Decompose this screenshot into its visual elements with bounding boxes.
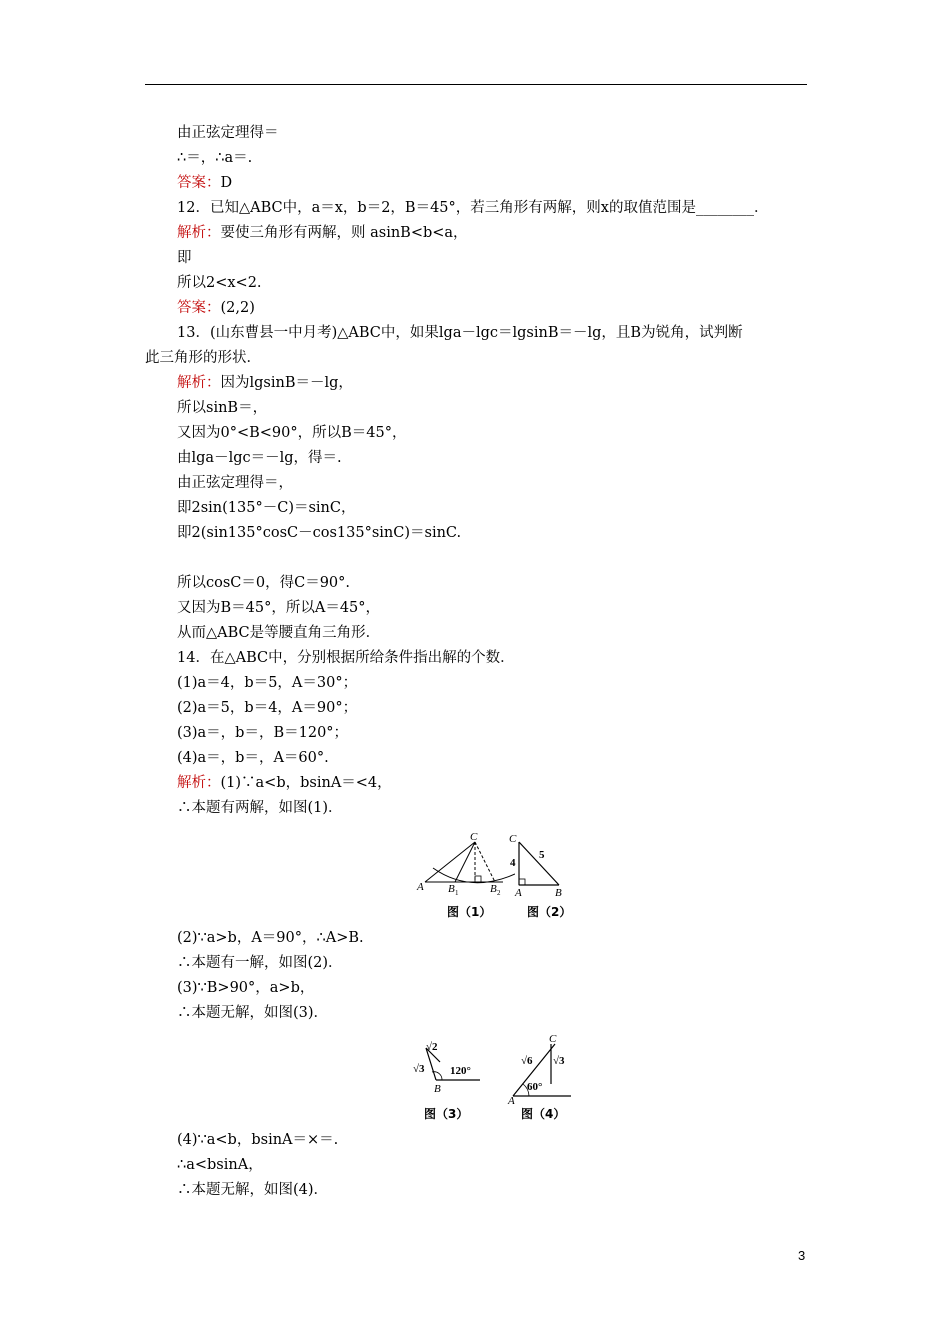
fig2-label-side-bc: 5 <box>539 849 545 861</box>
text-line <box>177 698 357 718</box>
header-rule <box>145 84 807 85</box>
line-text: ∴本题无解，如图(4)． <box>177 1182 329 1198</box>
line-text: 即2sin(135°－C)＝sinC， <box>177 500 356 516</box>
fig3-label-b: B <box>434 1083 441 1095</box>
answer-label: 答案： <box>177 175 221 191</box>
fig4-label-side-b: √6 <box>521 1055 533 1067</box>
fig1-label-c: C <box>470 832 478 843</box>
line-text: 14．在△ABC中，分别根据所给条件指出解的个数． <box>177 650 515 666</box>
fig2-label-a: A <box>515 887 522 899</box>
text-line <box>177 598 380 618</box>
fig4-caption: 图（4） <box>521 1107 566 1121</box>
text-line <box>177 1180 328 1200</box>
text-line <box>177 223 468 243</box>
text-line <box>177 398 267 418</box>
fig1-arc <box>433 868 515 883</box>
figure-2 <box>505 828 585 922</box>
fig1-label-b2: B <box>490 883 497 895</box>
line-text: (3)a＝，b＝，B＝120°； <box>177 725 349 741</box>
text-line <box>177 173 232 193</box>
line-text: (2)∵a>b，A＝90°，∴A>B. <box>177 930 364 946</box>
fig4-label-side-a: √3 <box>553 1055 565 1067</box>
line-text: (4)∵a<b，bsinA＝×＝. <box>177 1132 339 1148</box>
line-text: D <box>220 175 233 191</box>
fig3-label-side-a: √2 <box>426 1041 438 1053</box>
fig1-label-b1: B <box>448 883 455 895</box>
line-text: (2)a＝5，b＝4，A＝90°； <box>177 700 358 716</box>
line-text: 又因为0°<B<90°，所以B＝45°， <box>177 425 407 441</box>
text-line <box>177 1003 328 1023</box>
figure-3 <box>410 1036 495 1126</box>
line-text: ∴本题有一解，如图(2)． <box>177 955 343 971</box>
text-line <box>177 273 262 293</box>
line-text: 所以sinB＝， <box>177 400 268 416</box>
fig2-label-b: B <box>555 887 562 899</box>
line-text: 由正弦定理得＝， <box>177 475 293 491</box>
text-line <box>177 448 342 468</box>
text-line <box>177 198 768 218</box>
figure-4 <box>505 1032 590 1126</box>
fig2-caption: 图（2） <box>527 905 572 919</box>
text-line <box>177 623 380 643</box>
line-text: (2,2) <box>220 300 255 316</box>
line-text: 即 <box>177 250 192 266</box>
text-line <box>177 148 252 168</box>
text-line <box>177 978 314 998</box>
fig2-label-c: C <box>509 833 517 845</box>
text-line <box>177 248 192 268</box>
text-line <box>177 748 329 768</box>
line-text: (4)a＝，b＝，A＝60°. <box>177 750 329 766</box>
text-line <box>177 673 357 693</box>
answer-label: 解析： <box>177 775 221 791</box>
text-line <box>177 648 515 668</box>
fig1-label-b1-sub: 1 <box>455 889 459 897</box>
text-line <box>177 573 350 593</box>
text-line <box>177 1130 338 1150</box>
line-text: 又因为B＝45°，所以A＝45°， <box>177 600 381 616</box>
text-line <box>177 723 348 743</box>
line-text: 要使三角形有两解，则 asinB<b<a， <box>220 225 468 241</box>
text-line <box>177 298 255 318</box>
fig4-label-angle: 60° <box>527 1081 543 1093</box>
line-text: 从而△ABC是等腰直角三角形． <box>177 625 381 641</box>
text-line <box>177 423 407 443</box>
fig3-label-side-b: √3 <box>413 1063 425 1075</box>
text-line <box>177 323 743 343</box>
fig1-label-b2-sub: 2 <box>497 889 501 897</box>
text-line <box>177 523 461 543</box>
fig1-caption: 图（1） <box>447 905 492 919</box>
figure-1 <box>415 832 515 922</box>
line-text: 由正弦定理得＝ <box>177 125 279 141</box>
page-number: 3 <box>798 1248 806 1263</box>
text-line <box>177 773 392 793</box>
line-text: (1)∵a<b，bsinA＝<4， <box>220 775 392 791</box>
text-line <box>177 798 343 818</box>
line-text: ∴a<bsinA， <box>177 1157 263 1173</box>
fig4-label-c: C <box>549 1033 557 1045</box>
text-line <box>177 928 364 948</box>
text-line <box>145 348 261 368</box>
text-line <box>177 473 293 493</box>
fig2-label-side-ac: 4 <box>510 857 516 869</box>
text-line <box>177 498 356 518</box>
text-line <box>177 123 279 143</box>
text-line <box>177 373 353 393</box>
line-text: 12．已知△ABC中，a＝x，b＝2，B＝45°，若三角形有两解，则x的取值范围是________． <box>177 200 769 216</box>
fig1-label-a: A <box>417 881 424 893</box>
line-text: 所以cosC＝0，得C＝90°. <box>177 575 351 591</box>
text-line <box>177 1155 263 1175</box>
line-text: 所以2<x<2. <box>177 275 262 291</box>
answer-label: 解析： <box>177 375 221 391</box>
line-text: ∴本题无解，如图(3)． <box>177 1005 329 1021</box>
line-text: ∴＝，∴a＝. <box>177 150 253 166</box>
fig3-label-angle: 120° <box>450 1065 471 1077</box>
fig3-caption: 图（3） <box>424 1107 469 1121</box>
line-text: 由lga－lgc＝－lg，得＝. <box>177 450 342 466</box>
answer-label: 答案： <box>177 300 221 316</box>
line-text: 即2(sin135°cosC－cos135°sinC)＝sinC. <box>177 525 462 541</box>
line-text: 此三角形的形状． <box>145 350 261 366</box>
line-text: 因为lgsinB＝－lg， <box>220 375 353 391</box>
line-text: ∴本题有两解，如图(1)． <box>177 800 343 816</box>
line-text: 13．(山东曹县一中月考)△ABC中，如果lga－lgc＝lgsinB＝－lg，且B为锐角，试判断 <box>177 325 743 341</box>
answer-label: 解析： <box>177 225 221 241</box>
line-text: (1)a＝4，b＝5，A＝30°； <box>177 675 358 691</box>
line-text: (3)∵B>90°，a>b， <box>177 980 315 996</box>
text-line <box>177 953 343 973</box>
fig4-label-a: A <box>508 1095 515 1107</box>
